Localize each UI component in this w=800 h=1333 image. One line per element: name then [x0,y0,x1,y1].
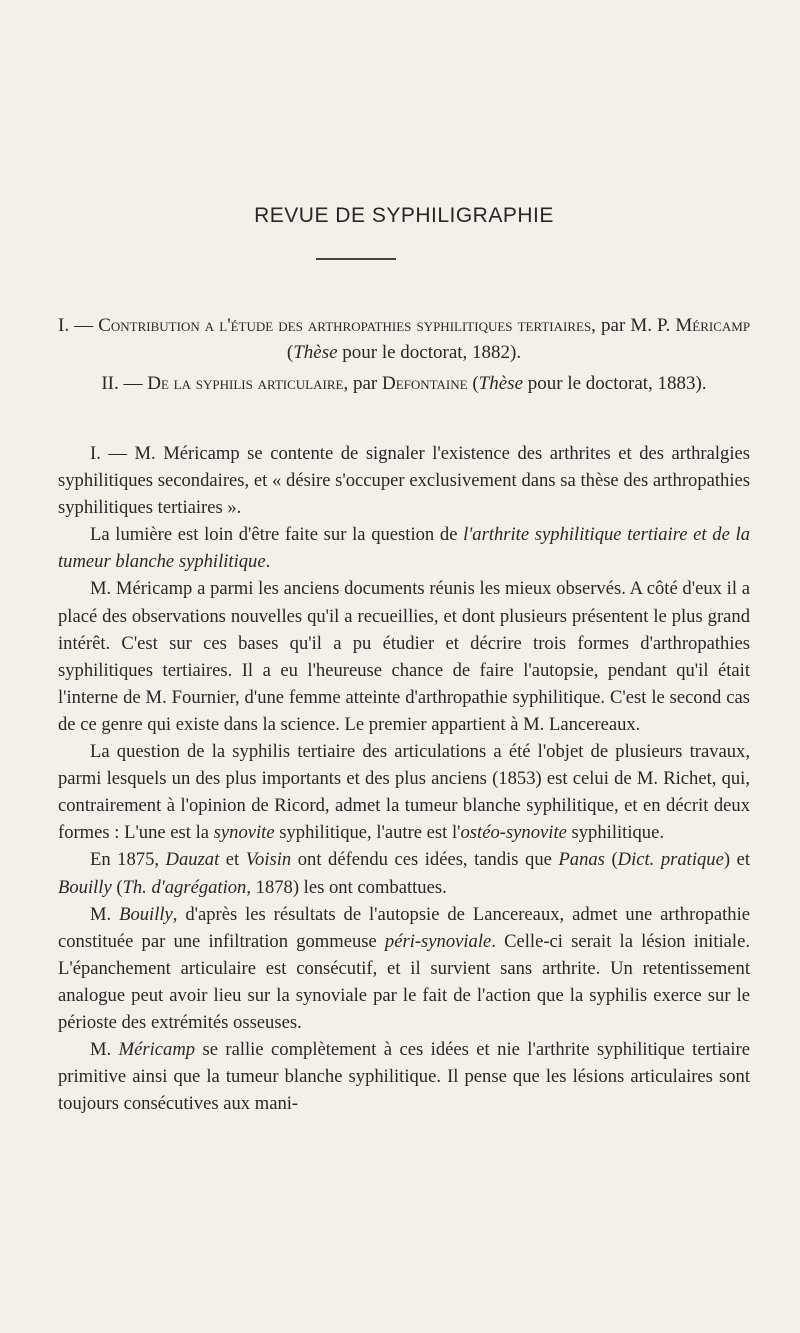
italic-run: ostéo-synovite [460,822,567,844]
page [58,0,750,1333]
text-run: et [219,849,246,871]
italic-run: Dauzat [165,849,220,871]
italic-run: péri-synoviale [384,930,492,952]
text-run: M. [90,903,120,925]
paragraph [58,1036,750,1117]
reference-2 [58,370,750,397]
paragraph [58,575,750,738]
page-title: REVUE DE SYPHILIGRAPHIE [254,204,554,227]
italic-run: Panas [558,849,605,871]
italic-run: l'arthrite syphilitique tertiaire et de la tumeur blanche syphilitique [58,524,750,573]
italic-run: Dict. pratique [617,849,724,871]
body-text [58,440,750,1117]
paragraph [58,846,750,900]
reference-by: par M. P. [601,315,671,336]
title-rule [316,258,396,260]
paragraph [58,440,750,521]
text-run: ( [111,876,123,898]
reference-author: Méricamp [675,315,751,336]
references [58,312,750,401]
reference-author: Defontaine [381,373,468,394]
text-run: syphilitique, l'autre est l' [274,822,461,844]
italic-run: synovite [213,822,275,844]
italic-run: Voisin [245,849,292,871]
text-run: . [265,551,271,573]
reference-number: I. — [58,315,94,336]
text-run: La question de la syphilis tertiaire des articulations a été l'objet de plusieurs travaux, parmi lesquels un des plus importants et des plus anciens (1853) est celui de M. Richet, qui, contrairement à l'opinion de Ricord, admet la tumeur blanche syphilitique, et en décrit deux formes : L'une est la [58,741,750,844]
italic-run: Méricamp [118,1039,196,1061]
text-run: , 1878) les ont combattues. [246,876,447,898]
reference-work-rest: pour le doctorat, 1882). [342,342,522,363]
text-run: ( [604,849,618,871]
text-run: , d'après les résultats de l'autopsie de Lancereaux, admet une arthropathie constituée par une infiltration gommeuse [58,903,750,952]
reference-title: De la syphilis articulaire, [147,373,349,394]
reference-number: II. — [101,373,143,394]
text-run: . Celle-ci serait la lésion initiale. L'épanchement articulaire est consécutif, et il survient sans arthrite. Un retentissement analogue peut avoir lieu sur la synoviale par le fait de l'action que la syphilis exerce sur le périoste des extrémités osseuses. [58,930,751,1033]
text-run: se rallie complètement à ces idées et nie l'arthrite syphilitique tertiaire primitive ainsi que la tumeur blanche syphilitique. Il pense que les lésions articulaires sont toujours consécutives aux mani- [58,1039,750,1115]
reference-title: Contribution a l'étude des arthropathies syphilitiques tertiaires, [98,315,596,336]
reference-paren: ( [472,373,479,394]
reference-work: Thèse [478,373,523,394]
italic-run: Bouilly [58,876,112,898]
text-run: En 1875, [90,849,166,871]
reference-work-rest: pour le doctorat, 1883). [527,373,707,394]
text-run: syphilitique. [566,822,664,844]
paragraph [58,901,750,1036]
italic-run: Th. d'agrégation [122,876,247,898]
text-run: M. [90,1039,119,1061]
text-run: La lumière est loin d'être faite sur la question de [90,524,464,546]
paragraph [58,521,750,575]
reference-work: Thèse [293,342,338,363]
paragraph [58,738,750,846]
reference-by: par [352,373,378,394]
text-run: ) et [723,849,750,871]
italic-run: Bouilly [119,903,173,925]
text-run: I. — M. Méricamp se contente de signaler l'existence des arthrites et des arthralgies syphilitiques secondaires, et « désire s'occuper exclusivement dans sa thèse des arthropathies syphilitiques tertiaires ». [58,443,750,519]
text-run: ont défendu ces idées, tandis que [291,849,559,871]
reference-paren: ( [286,342,294,363]
text-run: M. Méricamp a parmi les anciens documents réunis les mieux observés. A côté d'eux il a placé des observations nouvelles qu'il a recueillies, et dont plusieurs présentent le plus grand intérêt. C'est sur ces bases qu'il a pu étudier et décrire trois formes d'arthropathies syphilitiques tertiaires. Il a eu l'heureuse chance de faire l'autopsie, pendant qu'il était l'interne de M. Fournier, d'une femme atteinte d'arthropathie syphilitique. C'est le second cas de ce genre qui existe dans la science. Le premier appartient à M. Lancereaux. [58,578,750,735]
reference-1 [58,312,750,366]
